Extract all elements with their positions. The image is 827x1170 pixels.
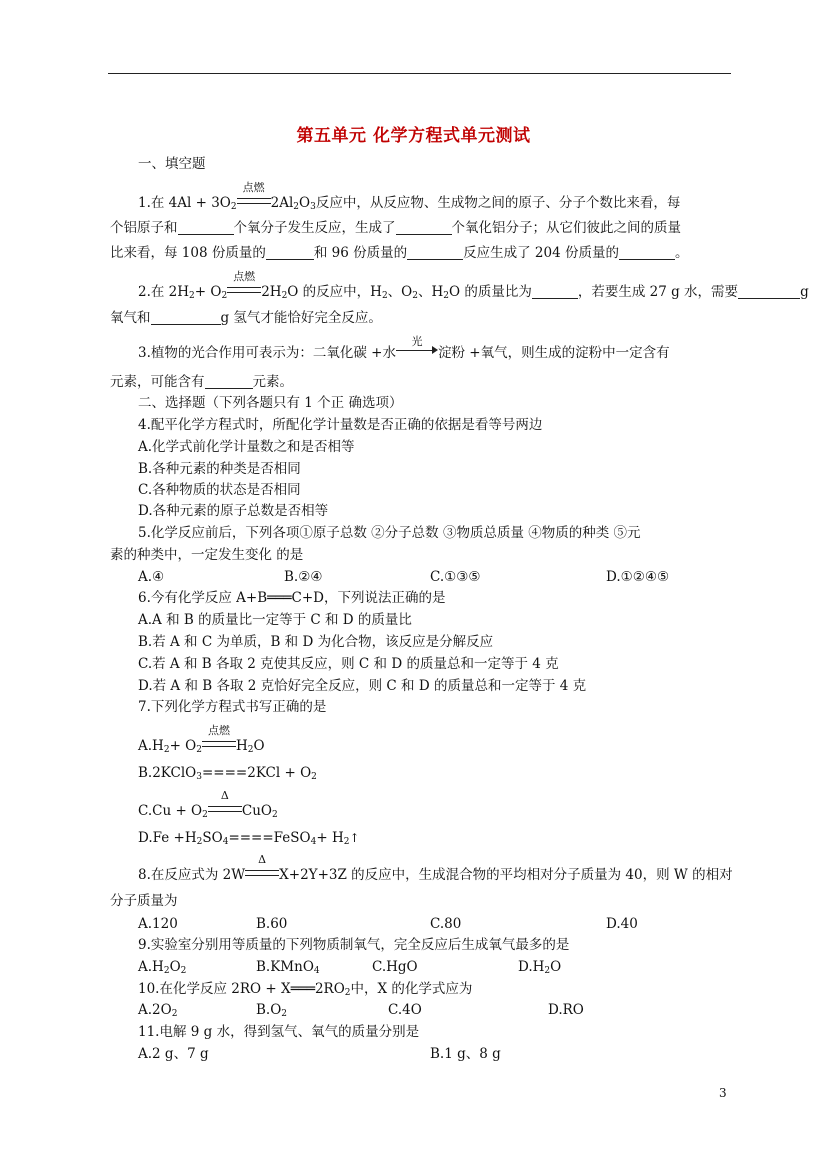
question-3-line-1: 3.植物的光合作用可表示为：二氧化碳 +水 光 淀粉 +氧气，则生成的淀粉中一定含有 (138, 335, 670, 361)
question-1-line-3: 比来看，每 108 份质量的 和 96 份质量的 反应生成了 204 份质量的 。 (110, 245, 689, 261)
question-7-stem: 7.下列化学方程式书写正确的是 (138, 699, 327, 715)
question-9-stem: 9.实验室分别用等质量的下列物质制氧气，完全反应后生成氧气最多的是 (138, 937, 570, 953)
answer-blank[interactable] (151, 310, 221, 325)
question-6-stem: 6.今有化学反应 A+B═══C+D，下列说法正确的是 (138, 590, 446, 606)
answer-blank[interactable] (407, 245, 463, 260)
question-8-line-1: 8.在反应式为 2W Δ X+2Y+3Z 的反应中，生成混合物的平均相对分子质量为 40，则 W 的相对 (138, 853, 733, 883)
option-5b[interactable]: B.②④ (284, 569, 323, 585)
answer-blank[interactable] (532, 284, 578, 299)
question-3-line-2: 元素，可能含有 元素。 (110, 374, 293, 390)
option-6d[interactable]: D.若 A 和 B 各取 2 克恰好完全反应，则 C 和 D 的质量总和一定等于 4 克 (138, 678, 587, 694)
question-11-stem: 11.电解 9 g 水，得到氢气、氧气的质量分别是 (138, 1024, 420, 1040)
answer-blank[interactable] (738, 284, 800, 299)
option-4c[interactable]: C.各种物质的状态是否相同 (138, 482, 301, 498)
option-8c[interactable]: C.80 (430, 916, 462, 932)
answer-blank[interactable] (396, 220, 452, 235)
page-number: 3 (719, 1086, 727, 1100)
condition-equals: 点燃 (237, 193, 271, 213)
question-8-line-2: 分子质量为 (110, 893, 178, 909)
option-6a[interactable]: A.A 和 B 的质量比一定等于 C 和 D 的质量比 (138, 612, 412, 628)
answer-blank[interactable] (205, 374, 253, 389)
answer-blank[interactable] (178, 220, 234, 235)
page-title: 第五单元 化学方程式单元测试 (296, 126, 531, 146)
question-4-stem: 4.配平化学方程式时，所配化学计量数是否正确的依据是看等号两边 (138, 417, 543, 433)
reaction-arrow: 光 (396, 344, 438, 356)
question-1-line-1: 1.在 $4Al + 3O_2$ 点燃 $2Al_2O_3$反应中，从反应物、生成物之间的原子、分子个数比来看，每 (138, 181, 681, 212)
up-arrow-icon: ↑ (349, 831, 360, 845)
option-5c[interactable]: C.①③⑤ (430, 569, 481, 585)
answer-blank[interactable] (266, 245, 314, 260)
question-1-line-2: 个铝原子和 个氧分子发生反应，生成了 个氧化铝分子；从它们彼此之间的质量 (110, 220, 681, 236)
option-4b[interactable]: B.各种元素的种类是否相同 (138, 461, 301, 477)
option-7c[interactable]: $C.Cu + O_2$ Δ CuO$_2$ (138, 789, 278, 820)
option-7d[interactable]: $D.Fe +H_2SO_4====FeSO_4+$ $H_2↑$ (138, 830, 360, 847)
option-6b[interactable]: B.若 A 和 C 为单质，B 和 D 为化合物，该反应是分解反应 (138, 634, 494, 650)
question-10-stem: 10.在化学反应 $2RO + X═══2RO_2$中，X 的化学式应为 (138, 981, 473, 998)
option-8a[interactable]: A.120 (138, 916, 178, 932)
option-9c[interactable]: C.HgO (372, 959, 418, 975)
option-10c[interactable]: C.4O (388, 1002, 422, 1018)
option-5d[interactable]: D.①②④⑤ (606, 569, 670, 585)
option-11a[interactable]: A.2 g、7 g (138, 1046, 209, 1062)
option-4d[interactable]: D.各种元素的原子总数是否相等 (138, 503, 329, 519)
option-10b[interactable]: $B.O_2$ (256, 1002, 288, 1019)
option-8b[interactable]: B.60 (256, 916, 288, 932)
option-7b[interactable]: B.2KClO$_3$====2KCl + $O_2$ (138, 765, 317, 782)
question-2-line-2: 氧气和 g 氢气才能恰好完全反应。 (110, 310, 382, 326)
option-6c[interactable]: C.若 A 和 B 各取 2 克使其反应，则 C 和 D 的质量总和一定等于 4 克 (138, 656, 559, 672)
option-10a[interactable]: $A.2O_2$ (138, 1002, 178, 1019)
option-8d[interactable]: D.40 (606, 916, 638, 932)
option-10d[interactable]: D.RO (548, 1002, 584, 1018)
header-rule (108, 73, 731, 74)
option-9b[interactable]: B.KMnO$_4$ (256, 959, 320, 976)
question-5-stem-1: 5.化学反应前后，下列各项①原子总数 ②分子总数 ③物质总质量 ④物质的种类 ⑤元 (138, 525, 641, 541)
option-11b[interactable]: B.1 g、8 g (430, 1046, 501, 1062)
option-5a[interactable]: A.④ (138, 569, 165, 585)
option-9d[interactable]: $D.H_2O$ (518, 959, 562, 976)
section-multiple-choice: 二、选择题（下列各题只有 1 个正 确选项） (138, 395, 403, 411)
option-7a[interactable]: $A.H_2+ O_2$ 点燃 $H_2O$ (138, 724, 265, 755)
answer-blank[interactable] (619, 245, 675, 260)
option-4a[interactable]: A.化学式前化学计量数之和是否相等 (138, 439, 355, 455)
option-9a[interactable]: $A.H_2O_2$ (138, 959, 187, 976)
section-fill-in: 一、填空题 (138, 156, 206, 172)
question-2-line-1: 2.在 $2H_2+ O_2$ 点燃 $2H_2O$ 的反应中，$H_2$、$O_2$、$H_2O$ 的质量比为 ，若要生成 27 g 水，需要 g (138, 270, 809, 301)
question-5-stem-2: 素的种类中，一定发生变化 的是 (110, 547, 304, 563)
